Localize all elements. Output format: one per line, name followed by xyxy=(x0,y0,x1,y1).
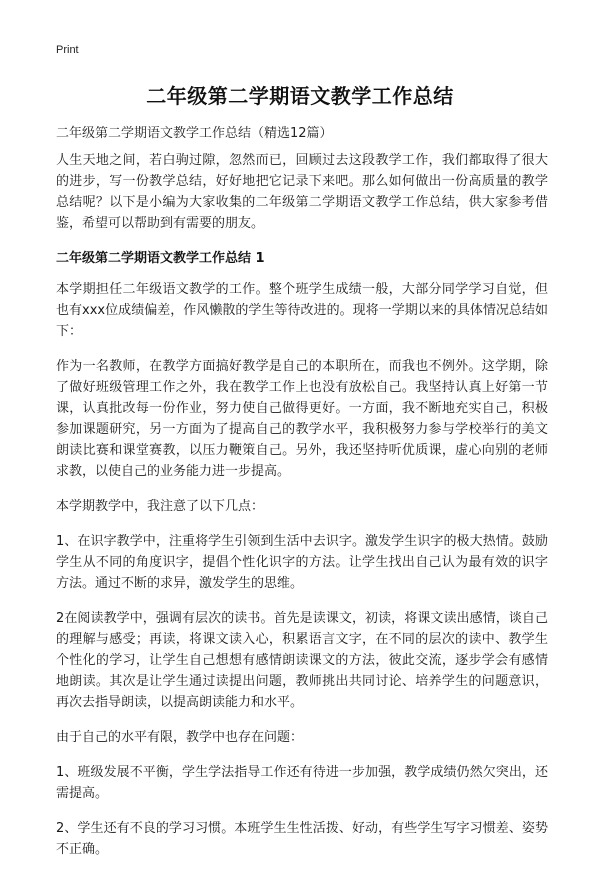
section-heading: 二年级第二学期语文教学工作总结 1 xyxy=(56,251,265,266)
intro-paragraph: 人生天地之间，若白驹过隙，忽然而已，回顾过去这段教学工作，我们都取得了很大的进步，写一份教学总结，好好地把它记录下来吧。那么如何做出一份高质量的教学总结呢？以下是小编为大家收集的二年级第二学期语文教学工作总结，供大家参考借鉴，希望可以帮助到有需要的朋友。 xyxy=(56,153,548,231)
paragraph: 由于自己的水平有限，教学中也存在问题： xyxy=(56,730,304,745)
print-link[interactable]: Print xyxy=(56,44,79,56)
paragraph: 2、学生还有不良的学习习惯。本班学生生性活拨、好动，有些学生写字习惯差、姿势不正确。 xyxy=(56,821,548,857)
paragraph: 本学期担任二年级语文教学的工作。整个班学生成绩一般，大部分同学学习自觉，但也有xxx位成绩偏差，作风懒散的学生等待改进的。现将一学期以来的具体情况总结如下： xyxy=(56,282,548,339)
paragraph: 1、班级发展不平衡，学生学法指导工作还有待进一步加强，教学成绩仍然欠突出，还需提高。 xyxy=(56,765,548,801)
paragraph: 2在阅读教学中，强调有层次的读书。首先是读课文，初读，将课文读出感情，谈自己的理解与感受；再读，将课文读入心，积累语言文字，在不同的层次的读中、教学生个性化的学习，让学生自己想想有感情朗读课文的方法，彼此交流，逐步学会有感情地朗读。其次是让学生通过读提出问题，教师挑出共同讨论、培养学生的问题意识，再次去指导朗读，以提高朗读能力和水平。 xyxy=(56,611,548,710)
paragraph: 本学期教学中，我注意了以下几点： xyxy=(56,499,265,514)
page-title: 二年级第二学期语文教学工作总结 xyxy=(146,84,454,108)
paragraph: 作为一名教师，在教学方面搞好教学是自己的本职所在，而我也不例外。这学期，除了做好班级管理工作之外，我在教学工作上也没有放松自己。我坚持认真上好第一节课，认真批改每一份作业，努力使自己做得更好。一方面，我不断地充实自己，积极参加课题研究，另一方面为了提高自己的教学水平，我积极努力参与学校举行的美文朗读比赛和课堂赛教，以压力鞭策自己。另外，我还坚持听优质课，虚心向别的老师求教，以使自己的业务能力进一步提高。 xyxy=(56,359,548,479)
page-subtitle: 二年级第二学期语文教学工作总结（精选12篇） xyxy=(56,126,333,141)
article-body xyxy=(56,150,548,874)
paragraph: 1、在识字教学中，注重将学生引领到生活中去识字。激发学生识字的极大热情。鼓励学生从不同的角度识字，提倡个性化识字的方法。让学生找出自己认为最有效的识字方法。通过不断的求异，激发学生的思维。 xyxy=(56,534,548,591)
